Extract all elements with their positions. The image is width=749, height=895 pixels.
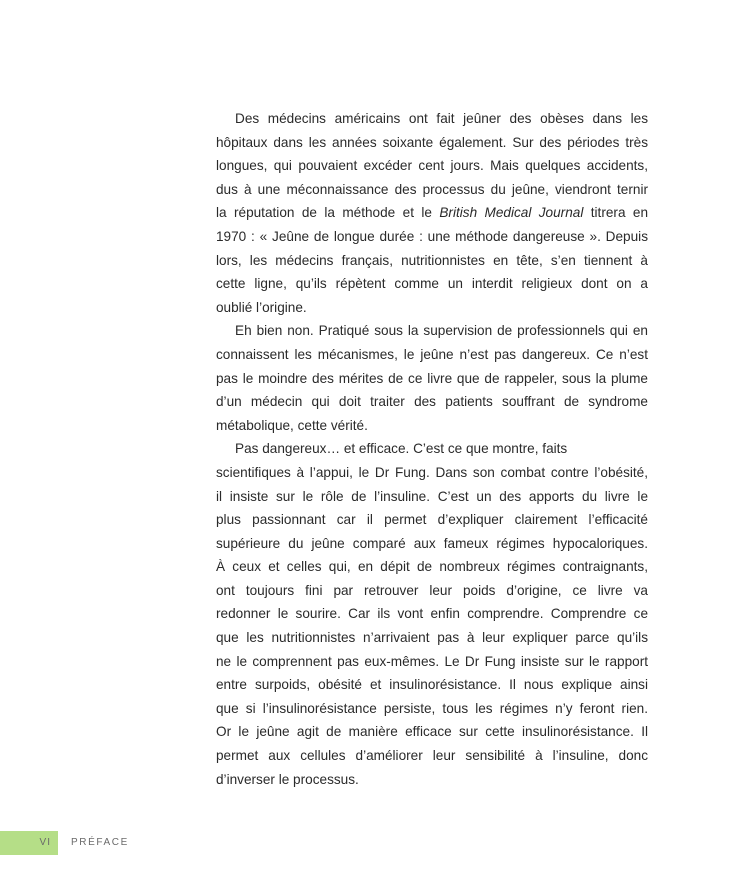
text-line: d’inverser le processus. — [216, 771, 359, 787]
text-line: À ceux et celles qui, en dépit de nombreux régimes contraignants, — [216, 559, 648, 575]
journal-title: British Medical Journal — [439, 205, 584, 221]
text-line: Pas dangereux… et efficace. C’est ce que montre, faits — [235, 441, 568, 457]
text-line: connaissent les mécanismes, le jeûne n’est pas dangereux. Ce n’est — [216, 346, 648, 362]
text-line: métabolique, cette vérité. — [216, 417, 368, 433]
paragraph — [216, 107, 648, 319]
text-line: pas le moindre des mérites de ce livre que de rappeler, sous la plume — [216, 370, 648, 386]
text-line: 1970 : « Jeûne de longue durée : une méthode dangereuse ». Depuis — [216, 228, 648, 244]
text-line: cette ligne, qu’ils répètent comme un interdit religieux dont on a — [216, 276, 648, 292]
text-line: Or le jeûne agit de manière efficace sur cette insulinorésistance. Il — [216, 724, 648, 740]
text-line: ont toujours fini par retrouver leur poids d’origine, ce livre va — [216, 582, 648, 598]
text-segment: titrera en — [583, 205, 649, 221]
text-line — [216, 201, 648, 225]
text-line: plus passionnant car il permet d’expliquer clairement l’efficacité — [216, 512, 648, 528]
text-line: permet aux cellules d’améliorer leur sensibilité à l’insuline, donc — [216, 748, 648, 764]
text-line: scientifiques à l’appui, le Dr Fung. Dans son combat contre l’obésité, — [216, 464, 648, 480]
page-number: VI — [39, 837, 51, 848]
paragraph — [216, 319, 648, 437]
body-text — [216, 107, 648, 791]
text-line: hôpitaux dans les années soixante également. Sur des périodes très — [216, 134, 648, 150]
text-line: lors, les médecins français, nutritionnistes en tête, s’en tiennent à — [216, 252, 648, 268]
text-segment: la réputation de la méthode et le — [216, 205, 440, 221]
text-line: entre surpoids, obésité et insulinorésistance. Il nous explique ainsi — [216, 677, 648, 693]
text-line: Eh bien non. Pratiqué sous la supervision de professionnels qui en — [235, 323, 648, 339]
text-line: ne le comprennent pas eux-mêmes. Le Dr Fung insiste sur le rapport — [216, 653, 648, 669]
text-line: il insiste sur le rôle de l’insuline. C’est un des apports du livre le — [216, 488, 648, 504]
paragraph — [216, 437, 648, 791]
text-line: que les nutritionnistes n’arrivaient pas à leur expliquer parce qu’ils — [216, 630, 648, 646]
text-line: d’un médecin qui doit traiter des patients souffrant de syndrome — [216, 394, 648, 410]
text-line: dus à une méconnaissance des processus du jeûne, viendront ternir — [216, 181, 648, 197]
text-line: oublié l’origine. — [216, 299, 307, 315]
text-line: longues, qui pouvaient excéder cent jours. Mais quelques accidents, — [216, 158, 648, 174]
text-line: redonner le sourire. Car ils vont enfin comprendre. Comprendre ce — [216, 606, 648, 622]
text-line: que si l’insulinorésistance persiste, tous les régimes n’y feront rien. — [216, 700, 648, 716]
running-head: PRÉFACE — [71, 837, 129, 848]
text-line: Des médecins américains ont fait jeûner des obèses dans les — [235, 111, 648, 126]
text-line: supérieure du jeûne comparé aux fameux régimes hypocaloriques. — [216, 535, 648, 551]
